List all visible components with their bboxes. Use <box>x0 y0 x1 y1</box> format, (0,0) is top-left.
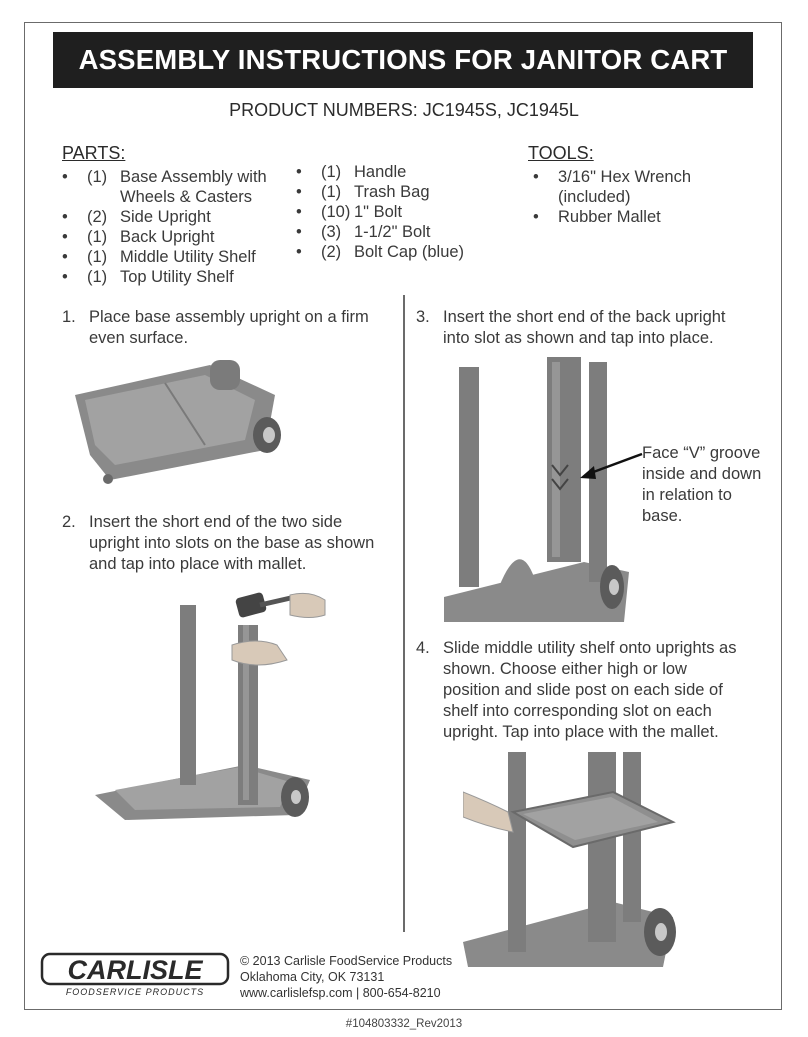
step-3: 3. Insert the short end of the back upright into slot as shown and tap into place. <box>416 308 726 347</box>
product-numbers: PRODUCT NUMBERS: JC1945S, JC1945L <box>229 100 579 120</box>
list-item: • 3/16" Hex Wrench (included) <box>533 168 692 206</box>
list-item: • Rubber Mallet <box>533 208 661 226</box>
list-item: • (3) 1-1/2" Bolt <box>296 223 431 241</box>
list-item: • (2) Side Upright <box>62 208 211 226</box>
document-number: #104803332_Rev2013 <box>345 1018 463 1030</box>
parts-heading: PARTS: <box>62 143 126 163</box>
step-2: 2. Insert the short end of the two side upright into slots on the base as shown and tap into place with mallet. <box>62 513 375 573</box>
address: Oklahoma City, OK 73131 <box>240 970 385 984</box>
list-item: • (1) Base Assembly with Wheels & Casters <box>62 168 267 206</box>
tools-list <box>533 167 733 227</box>
v-groove-callout: Face “V” groove inside and down in relation to base. <box>642 444 762 525</box>
list-item: • (1) Trash Bag <box>296 183 430 201</box>
list-item: • (1) Middle Utility Shelf <box>62 248 256 266</box>
company-info <box>240 953 452 1001</box>
back-upright-illustration <box>444 357 629 622</box>
parts-list-col2 <box>296 162 506 262</box>
middle-shelf-illustration <box>463 752 688 972</box>
tools-heading: TOOLS: <box>528 143 594 163</box>
list-item: • (2) Bolt Cap (blue) <box>296 243 465 261</box>
column-divider <box>403 295 405 932</box>
copyright: © 2013 Carlisle FoodService Products <box>240 954 453 968</box>
callout-arrow <box>578 452 644 484</box>
list-item: • (10) 1" Bolt <box>296 203 403 221</box>
side-upright-illustration <box>95 585 335 825</box>
svg-text:FOODSERVICE PRODUCTS: FOODSERVICE PRODUCTS <box>65 987 205 997</box>
list-item: • (1) Top Utility Shelf <box>62 268 234 286</box>
parts-list-col1 <box>62 167 302 287</box>
list-item: • (1) Back Upright <box>62 228 215 246</box>
base-assembly-illustration <box>70 355 295 490</box>
step-1: 1. Place base assembly upright on a firm even surface. <box>62 308 369 347</box>
page-title: ASSEMBLY INSTRUCTIONS FOR JANITOR CART <box>53 32 753 88</box>
carlisle-logo <box>40 952 230 998</box>
contact: www.carlislefsp.com | 800-654-8210 <box>240 986 441 1000</box>
list-item: • (1) Handle <box>296 163 407 181</box>
step-4: 4. Slide middle utility shelf onto uprights as shown. Choose either high or low position and slide post on each side of shelf into corresponding slot on each upright. Tap into place with the mallet. <box>416 639 737 741</box>
svg-text:CARLISLE: CARLISLE <box>67 955 203 985</box>
